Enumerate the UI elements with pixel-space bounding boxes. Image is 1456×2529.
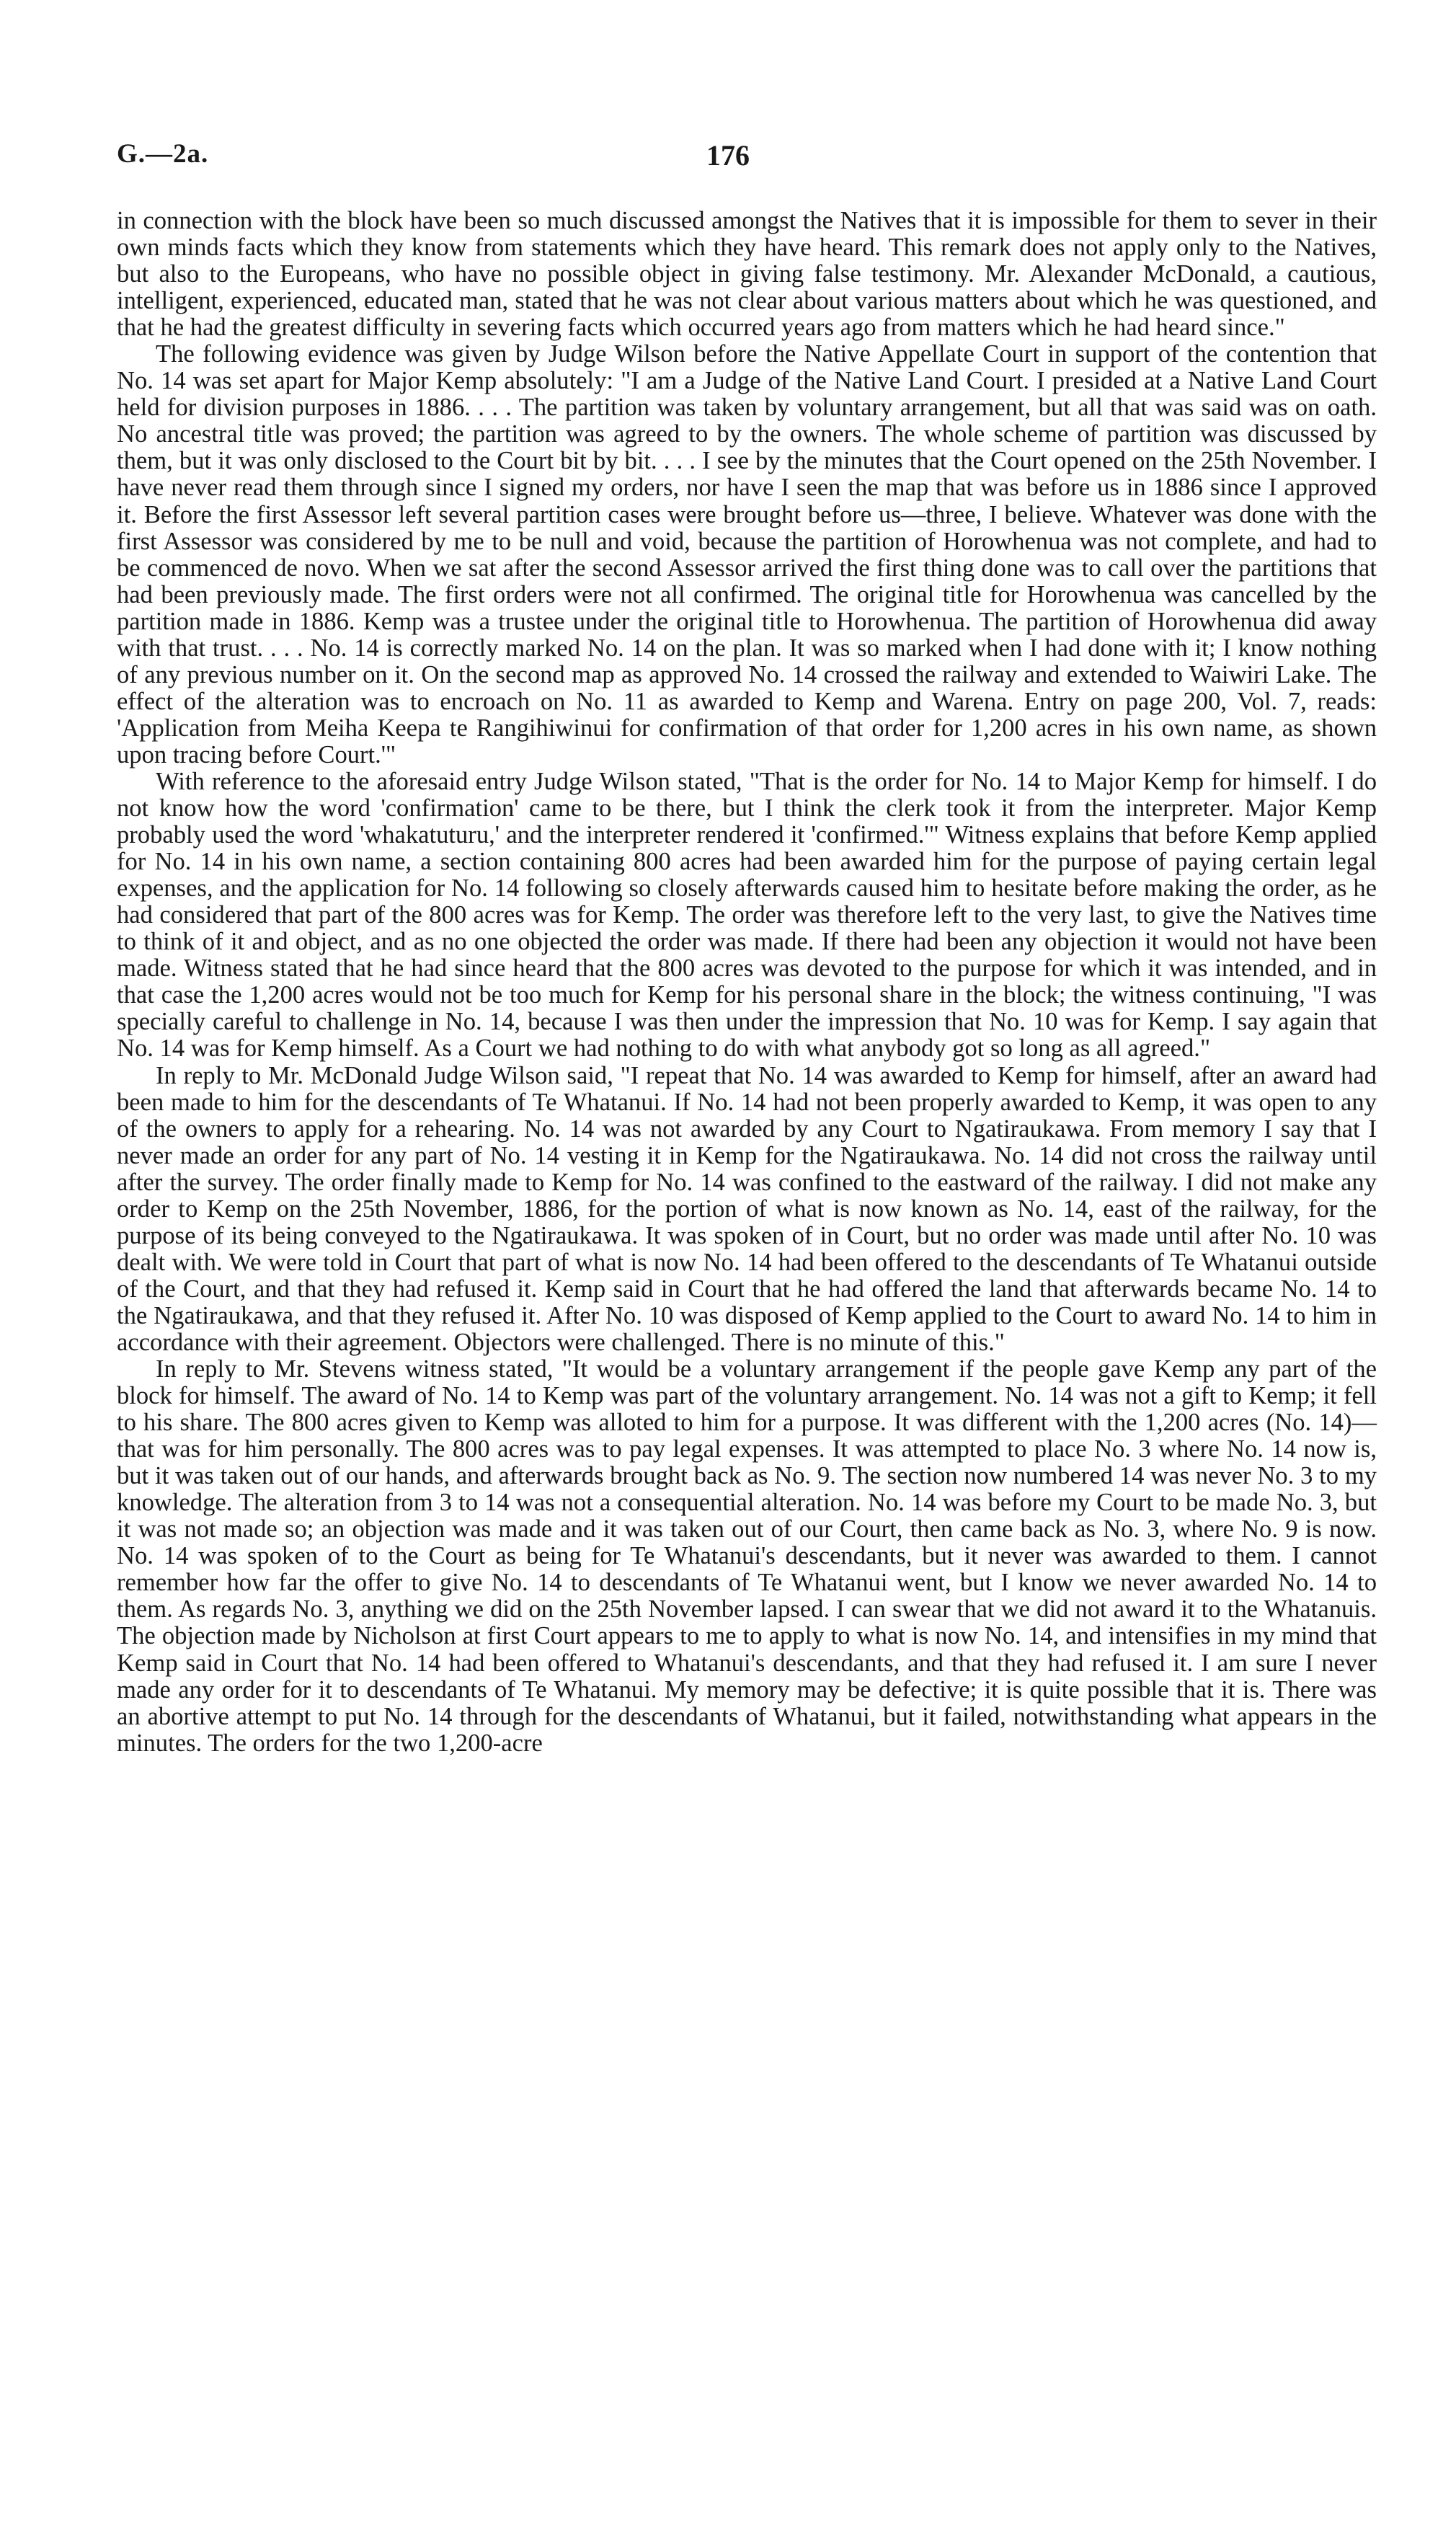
body-text [117,208,1377,1757]
paragraph-judge-wilson-evidence: The following evidence was given by Judge Wilson before the Native Appellate Court in support of the contention that No. 14 was set apart for Major Kemp absolutely: "I am a Judge of the Native Land Court. I presided at a Native Land Court held for division purposes in 1886. . . . The partition was taken by voluntary arrangement, but all that was said was on oath. No ancestral title was proved; the partition was agreed to by the owners. The whole scheme of partition was discussed by them, but it was only disclosed to the Court bit by bit. . . . I see by the minutes that the Court opened on the 25th November. I have never read them through since I signed my orders, nor have I seen the map that was before us in 1886 since I approved it. Before the first Assessor left several partition cases were brought before us—three, I believe. Whatever was done with the first Assessor was considered by me to be null and void, because the partition of Horowhenua was not complete, and had to be commenced de novo. When we sat after the second Assessor arrived the first thing done was to call over the partitions that had been previously made. The first orders were not all confirmed. The original title for Horowhenua was cancelled by the partition made in 1886. Kemp was a trustee under the original title to Horowhenua. The partition of Horowhenua did away with that trust. . . . No. 14 is correctly marked No. 14 on the plan. It was so marked when I had done with it; I know nothing of any previous number on it. On the second map as approved No. 14 crossed the railway and extended to Waiwiri Lake. The effect of the alteration was to encroach on No. 11 as awarded to Kemp and Warena. Entry on page 200, Vol. 7, reads: 'Application from Meiha Keepa te Rangihiwinui for confirmation of that order for 1,200 acres in his own name, as shown upon tracing before Court.'" [117,340,1377,769]
paragraph-reply-mcdonald: In reply to Mr. McDonald Judge Wilson said, "I repeat that No. 14 was awarded to Kemp for himself, after an award had been made to him for the descendants of Te Whatanui. If No. 14 had not been properly awarded to Kemp, it was open to any of the owners to apply for a rehearing. No. 14 was not awarded by any Court to Ngatiraukawa. From memory I say that I never made an order for any part of No. 14 vesting it in Kemp for the Ngatiraukawa. No. 14 did not cross the railway until after the survey. The order finally made to Kemp for No. 14 was confined to the eastward of the railway. I did not make any order to Kemp on the 25th November, 1886, for the portion of what is now known as No. 14, east of the railway, for the purpose of its being conveyed to the Ngatiraukawa. It was spoken of in Court, but no order was made until after No. 10 was dealt with. We were told in Court that part of what is now No. 14 had been offered to the descendants of Te Whatanui outside of the Court, and that they had refused it. Kemp said in Court that he had offered the land that afterwards became No. 14 to the Ngatiraukawa, and that they refused it. After No. 10 was disposed of Kemp applied to the Court to award No. 14 to him in accordance with their agreement. Objectors were challenged. There is no minute of this." [117,1061,1377,1356]
paragraph-reply-stevens: In reply to Mr. Stevens witness stated, "It would be a voluntary arrangement if the people gave Kemp any part of the block for himself. The award of No. 14 to Kemp was part of the voluntary arrangement. No. 14 was not a gift to Kemp; it fell to his share. The 800 acres given to Kemp was alloted to him for a purpose. It was different with the 1,200 acres (No. 14)—that was for him personally. The 800 acres was to pay legal expenses. It was attempted to place No. 3 where No. 14 now is, but it was taken out of our hands, and afterwards brought back as No. 9. The section now numbered 14 was never No. 3 to my knowledge. The alteration from 3 to 14 was not a consequential alteration. No. 14 was before my Court to be made No. 3, but it was not made so; an objection was made and it was taken out of our Court, then came back as No. 3, where No. 9 is now. No. 14 was spoken of to the Court as being for Te Whatanui's descendants, but it never was awarded to them. I cannot remember how far the offer to give No. 14 to descendants of Te Whatanui went, but I know we never awarded No. 14 to them. As regards No. 3, anything we did on the 25th November lapsed. I can swear that we did not award it to the Whatanuis. The objection made by Nicholson at first Court appears to me to apply to what is now No. 14, and intensifies in my mind that Kemp said in Court that No. 14 had been offered to Whatanui's descendants, and that they had refused it. I am sure I never made any order for it to descendants of Te Whatanui. My memory may be defective; it is quite possible that it is. There was an abortive attempt to put No. 14 through for the descendants of Whatanui, but it failed, notwithstanding what appears in the minutes. The orders for the two 1,200-acre [117,1355,1377,1757]
document-reference: G.—2a. [117,139,209,169]
paragraph-continuation: in connection with the block have been so much discussed amongst the Natives that it is impossible for them to sever in their own minds facts which they know from statements which they have heard. This remark does not apply only to the Natives, but also to the Europeans, who have no possible object in giving false testimony. Mr. Alexander McDonald, a cautious, intelligent, experienced, educated man, stated that he was not clear about various matters about which he was questioned, and that he had the greatest difficulty in severing facts which occurred years ago from matters which he had heard since." [117,207,1377,342]
page-number: 176 [706,139,750,172]
paragraph-aforesaid-entry: With reference to the aforesaid entry Judge Wilson stated, "That is the order for No. 14 to Major Kemp for himself. I do not know how the word 'confirmation' came to be there, but I think the clerk took it from the interpreter. Major Kemp probably used the word 'whakatuturu,' and the interpreter rendered it 'confirmed.'" Witness explains that before Kemp applied for No. 14 in his own name, a section containing 800 acres had been awarded him for the purpose of paying certain legal expenses, and the application for No. 14 following so closely afterwards caused him to hesitate before making the order, as he had considered that part of the 800 acres was for Kemp. The order was therefore left to the very last, to give the Natives time to think of it and object, and as no one objected the order was made. If there had been any objection it would not have been made. Witness stated that he had since heard that the 800 acres was devoted to the purpose for which it was intended, and in that case the 1,200 acres would not be too much for Kemp for his personal share in the block; the witness continuing, "I was specially careful to challenge in No. 14, because I was then under the impression that No. 10 was for Kemp. I say again that No. 14 was for Kemp himself. As a Court we had nothing to do with what anybody got so long as all agreed." [117,767,1377,1063]
page-header [117,138,1339,182]
